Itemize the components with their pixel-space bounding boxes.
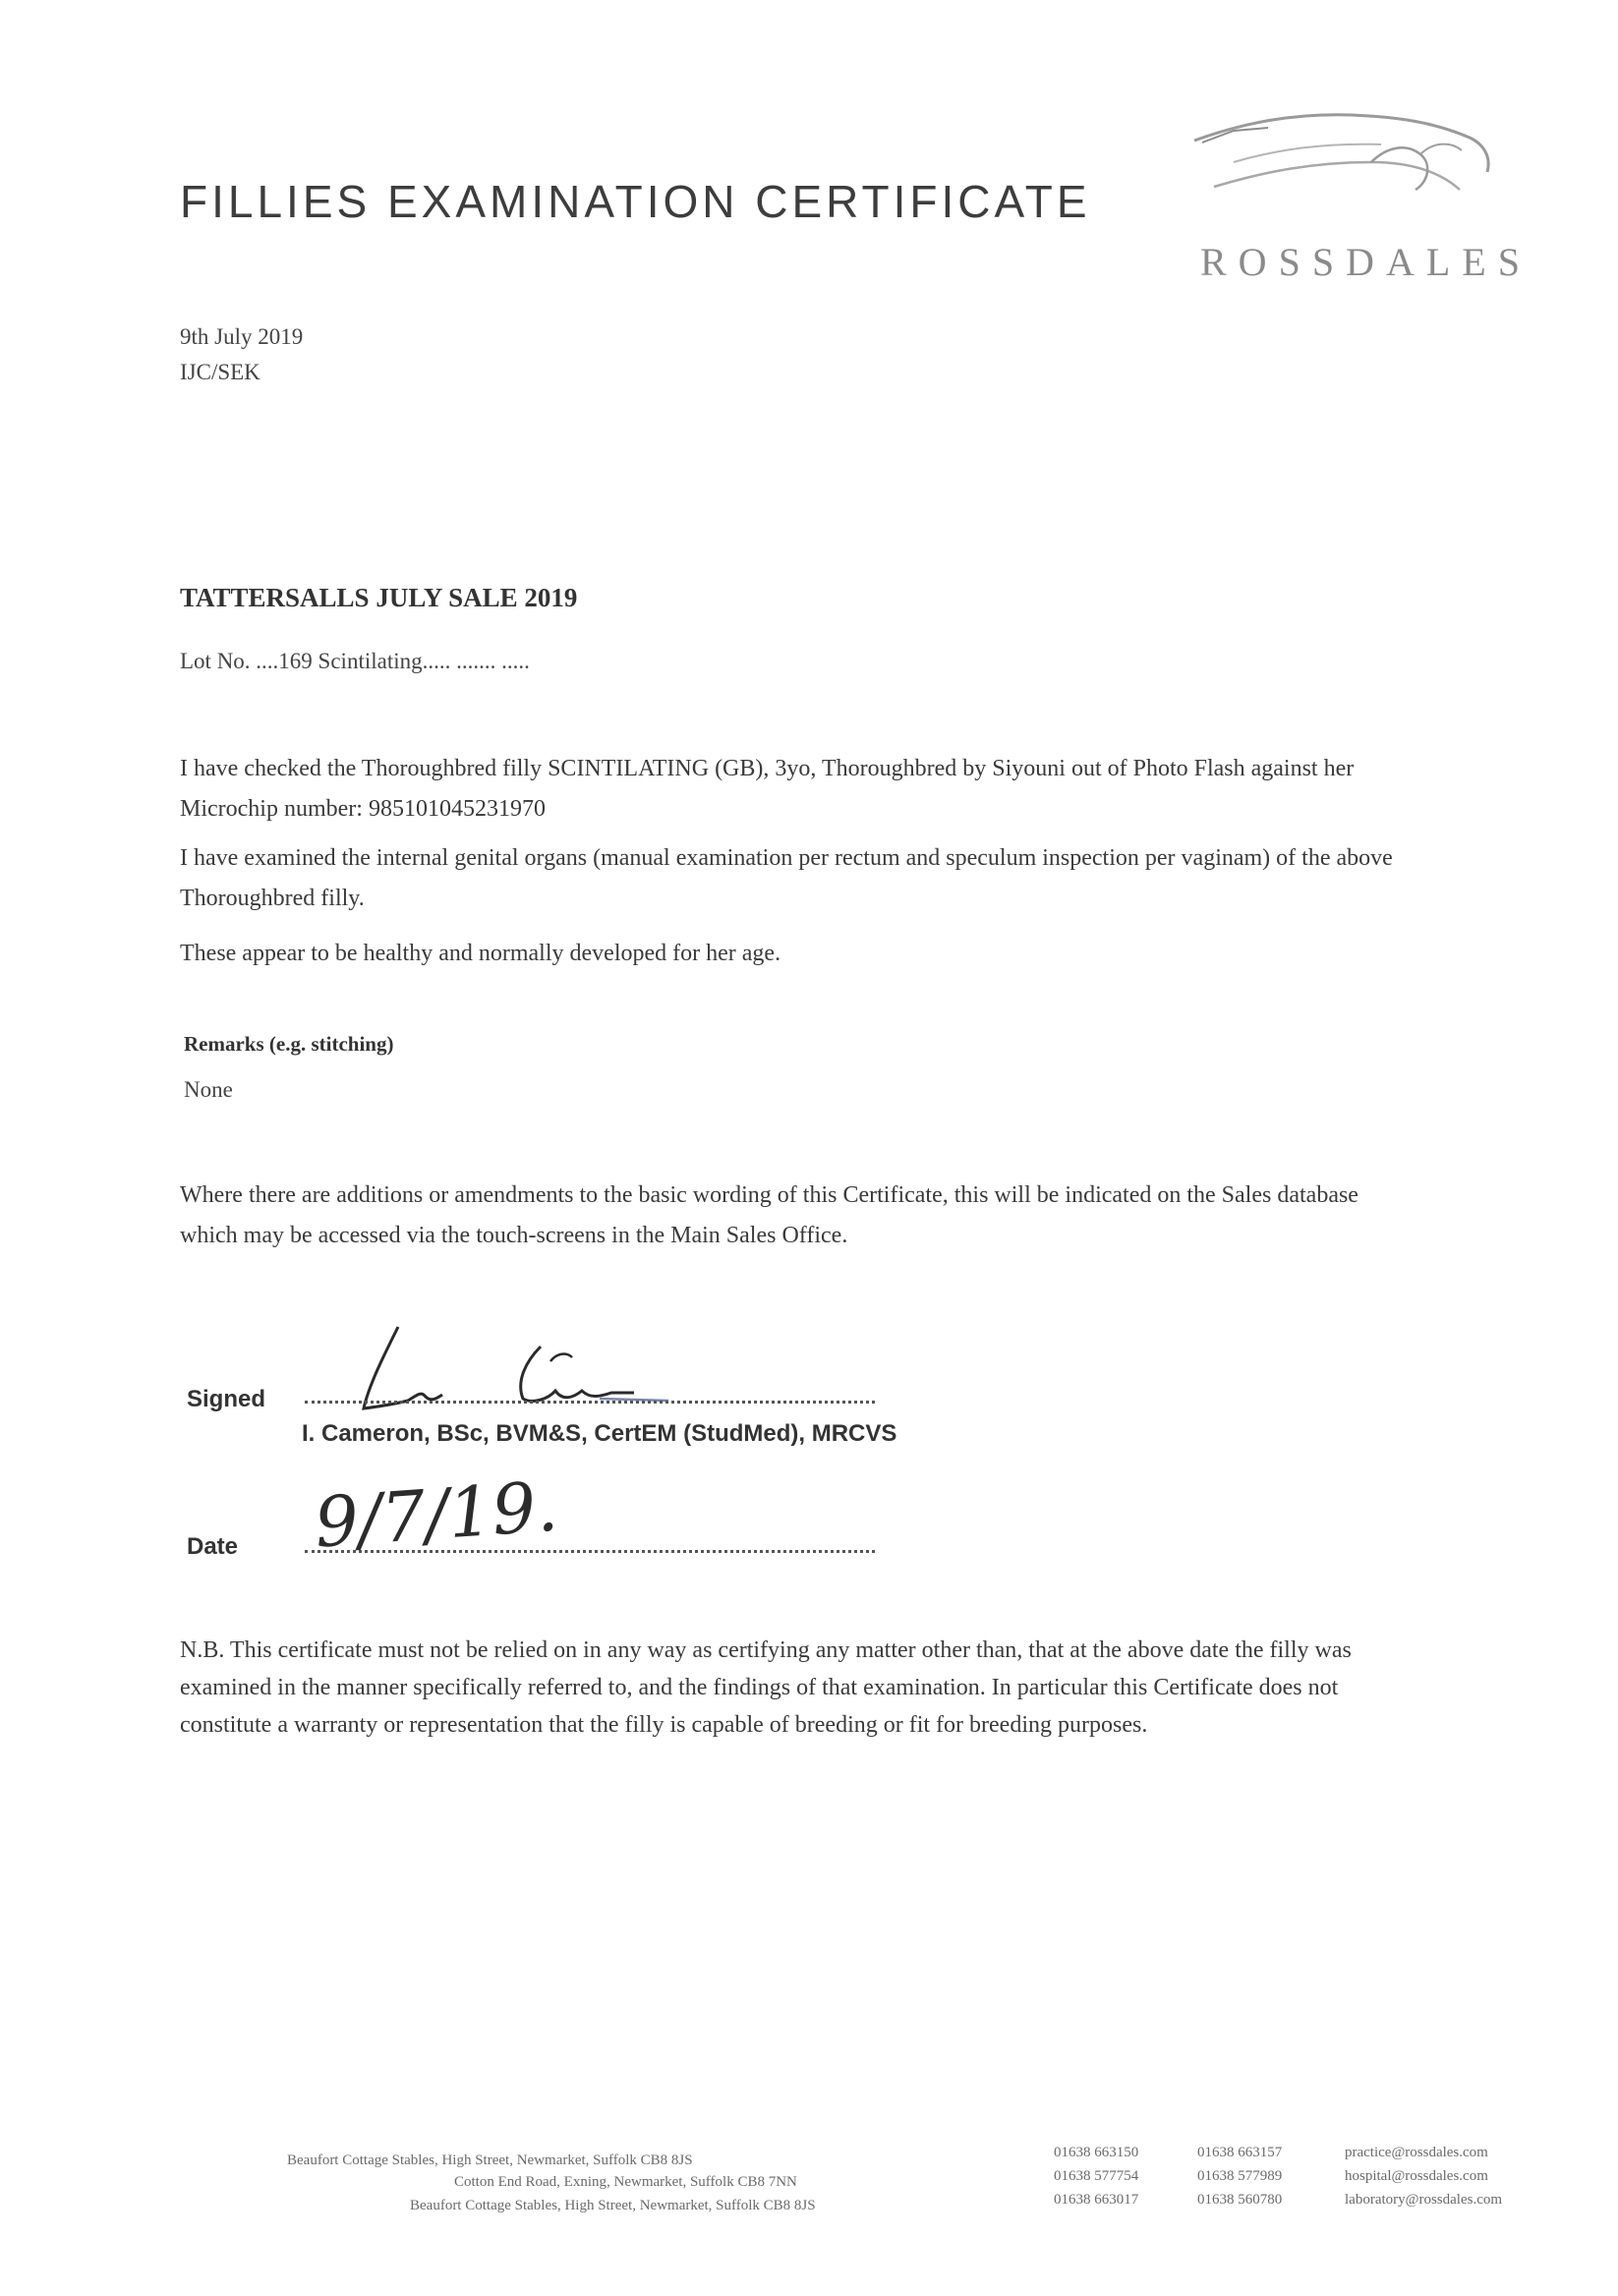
signature-mark (305, 1322, 718, 1420)
sale-heading: TATTERSALLS JULY SALE 2019 (180, 583, 578, 612)
footer-address: Cotton End Road, Exning, Newmarket, Suffolk CB8 7NN (454, 2174, 797, 2190)
footer-phone: 01638 663150 (1054, 2145, 1139, 2160)
logo-wordmark: ROSSDALES (1200, 240, 1531, 284)
footer-phone: 01638 663017 (1054, 2192, 1139, 2208)
date-label: Date (187, 1533, 239, 1560)
footer-email: practice@rossdales.com (1345, 2145, 1488, 2160)
body-paragraph-examination: I have examined the internal genital organs (manual examination per rectum and speculum inspection per vaginam) of the above Thoroughbred filly. (180, 845, 1393, 911)
remarks-value: None (184, 1077, 233, 1102)
signed-label: Signed (187, 1386, 266, 1412)
remarks-label: Remarks (e.g. stitching) (184, 1032, 394, 1056)
signatory-name: I. Cameron, BSc, BVM&S, CertEM (StudMed), MRCVS (302, 1420, 897, 1447)
signature-line (305, 1401, 875, 1404)
date-line (305, 1550, 875, 1553)
footer-emails (1345, 2141, 1502, 2211)
certificate-title: FILLIES EXAMINATION CERTIFICATE (180, 176, 1091, 227)
body-paragraph-findings: These appear to be healthy and normally developed for her age. (180, 941, 781, 966)
rossdales-logo (1175, 103, 1531, 295)
footer-faxes (1197, 2141, 1282, 2211)
document-reference: IJC/SEK (180, 360, 260, 384)
amendments-note: Where there are additions or amendments to the basic wording of this Certificate, this will be indicated on the Sales database which may be accessed via the touch-screens in the Main Sales Office. (180, 1182, 1358, 1248)
footer-phones (1054, 2141, 1138, 2211)
footer-address: Beaufort Cottage Stables, High Street, Newmarket, Suffolk CB8 8JS (287, 2152, 693, 2168)
footer-email: hospital@rossdales.com (1345, 2168, 1488, 2184)
document-date: 9th July 2019 (180, 324, 304, 349)
footer-fax: 01638 663157 (1197, 2145, 1283, 2160)
footer-fax: 01638 560780 (1197, 2192, 1283, 2208)
horse-logo-icon (1175, 103, 1509, 241)
footer-email: laboratory@rossdales.com (1345, 2192, 1503, 2208)
handwritten-date: 9/7/19. (312, 1465, 561, 1564)
body-paragraph-microchip: I have checked the Thoroughbred filly SCINTILATING (GB), 3yo, Thoroughbred by Siyouni out of Photo Flash against her Microchip number: 985101045231970 (180, 756, 1355, 822)
footer-fax: 01638 577989 (1197, 2168, 1283, 2184)
document-meta (180, 319, 303, 390)
lot-number: Lot No. ....169 Scintilating..... ....... ..... (180, 649, 530, 673)
footer-address: Beaufort Cottage Stables, High Street, Newmarket, Suffolk CB8 8JS (410, 2198, 816, 2213)
nb-disclaimer: N.B. This certificate must not be relied on in any way as certifying any matter other than, that at the above date the filly was examined in the manner specifically referred to, and the findings of that examination. In particular this Certificate does not constitute a warranty or representation that the filly is capable of breeding or fit for breeding purposes. (180, 1637, 1352, 1738)
footer-phone: 01638 577754 (1054, 2168, 1139, 2184)
